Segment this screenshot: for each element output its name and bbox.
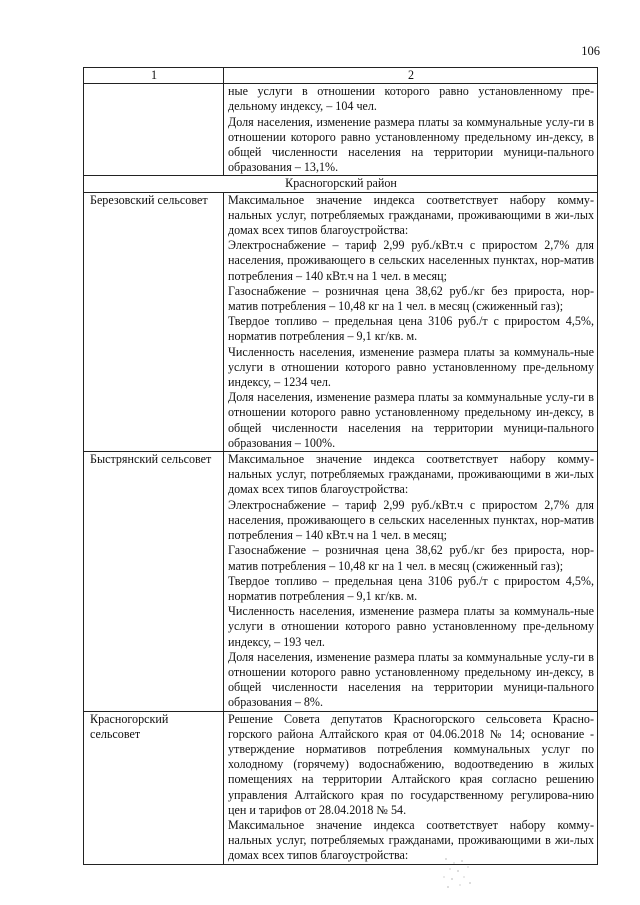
section-title: Красногорский район <box>84 176 598 192</box>
paragraph: Доля населения, изменение размера платы за коммунальные услу-ги в отношении которого равно установленному предельному ин-дексу, в общей численности населения на территории муници-пального образования – 8%. <box>228 649 594 710</box>
document-table <box>83 67 598 865</box>
paragraph: Максимальное значение индекса соответствует набору комму-нальных услуг, потребляемых гражданами, проживающими в жи-лых домах всех типов благоустройства: <box>228 817 594 863</box>
paragraph: Газоснабжение – розничная цена 38,62 руб./кг без прироста, нор-матив потребления – 10,48 кг на 1 чел. в месяц (сжиженный газ); <box>228 543 594 573</box>
row-text-cell <box>224 192 598 451</box>
header-col-1: 1 <box>84 68 224 84</box>
continuation-name-cell <box>84 84 224 176</box>
paragraph: Численность населения, изменение размера платы за коммуналь-ные услуги в отношении которого равно установленному пре-дельному индексу, – 1234 чел. <box>228 344 594 390</box>
header-col-2: 2 <box>224 68 598 84</box>
continuation-text-cell <box>224 84 598 176</box>
row-text-cell <box>224 711 598 864</box>
paragraph: Электроснабжение – тариф 2,99 руб./кВт.ч с приростом 2,7% для населения, проживающего в сельских населенных пунктах, нор-матив потребления – 140 кВт.ч на 1 чел. в месяц; <box>228 497 594 543</box>
paragraph: Твердое топливо – предельная цена 3106 руб./т с приростом 4,5%, норматив потребления – 9,1 кг/кв. м. <box>228 314 594 344</box>
table-header-row <box>84 68 598 84</box>
page-number: 106 <box>581 44 600 58</box>
paragraph: Максимальное значение индекса соответствует набору комму-нальных услуг, потребляемых гражданами, проживающими в жи-лых домах всех типов благоустройства: <box>228 452 594 497</box>
paragraph: Электроснабжение – тариф 2,99 руб./кВт.ч с приростом 2,7% для населения, проживающего в сельских населенных пунктах, нор-матив потребления – 140 кВт.ч на 1 чел. в месяц; <box>228 238 594 283</box>
settlement-name: Красногорский сельсовет <box>84 711 224 864</box>
paragraph: Доля населения, изменение размера платы за коммунальные услу-ги в отношении которого равно установленному предельному ин-дексу, в общей численности населения на территории муници-пального образования – 13,1%. <box>228 114 594 175</box>
paragraph: Численность населения, изменение размера платы за коммуналь-ные услуги в отношении которого равно установленному пре-дельному индексу, – 193 чел. <box>228 604 594 649</box>
section-row <box>84 176 598 192</box>
paragraph: Доля населения, изменение размера платы за коммунальные услу-ги в отношении которого равно установленному предельному ин-дексу, в общей численности населения на территории муници-пального образования – 100%. <box>228 390 594 450</box>
scan-speckle <box>440 855 480 895</box>
settlement-name: Березовский сельсовет <box>84 192 224 451</box>
paragraph: ные услуги в отношении которого равно установленному пре-дельному индексу, – 104 чел. <box>228 84 594 114</box>
row-text-cell <box>224 452 598 711</box>
settlement-name: Быстрянский сельсовет <box>84 452 224 711</box>
table-row <box>84 192 598 451</box>
paragraph: Решение Совета депутатов Красногорского сельсовета Красно-горского района Алтайского края от 04.06.2018 № 14; основание - утверждение нормативов потребления коммунальных услуг по холодному (горячему) водоснабжению, водоотведению в жилых помещениях на территории Алтайского края согласно решению управления Алтайского края по государственному регулирова-нию цен и тарифов от 28.04.2018 № 54. <box>228 711 594 817</box>
continuation-row <box>84 84 598 176</box>
paragraph: Твердое топливо – предельная цена 3106 руб./т с приростом 4,5%, норматив потребления – 9,1 кг/кв. м. <box>228 573 594 603</box>
paragraph: Газоснабжение – розничная цена 38,62 руб./кг без прироста, нор-матив потребления – 10,48 кг на 1 чел. в месяц (сжиженный газ); <box>228 283 594 314</box>
table-row <box>84 452 598 711</box>
paragraph: Максимальное значение индекса соответствует набору комму-нальных услуг, потребляемых гражданами, проживающими в жи-лых домах всех типов благоустройства: <box>228 192 594 238</box>
table-row <box>84 711 598 864</box>
